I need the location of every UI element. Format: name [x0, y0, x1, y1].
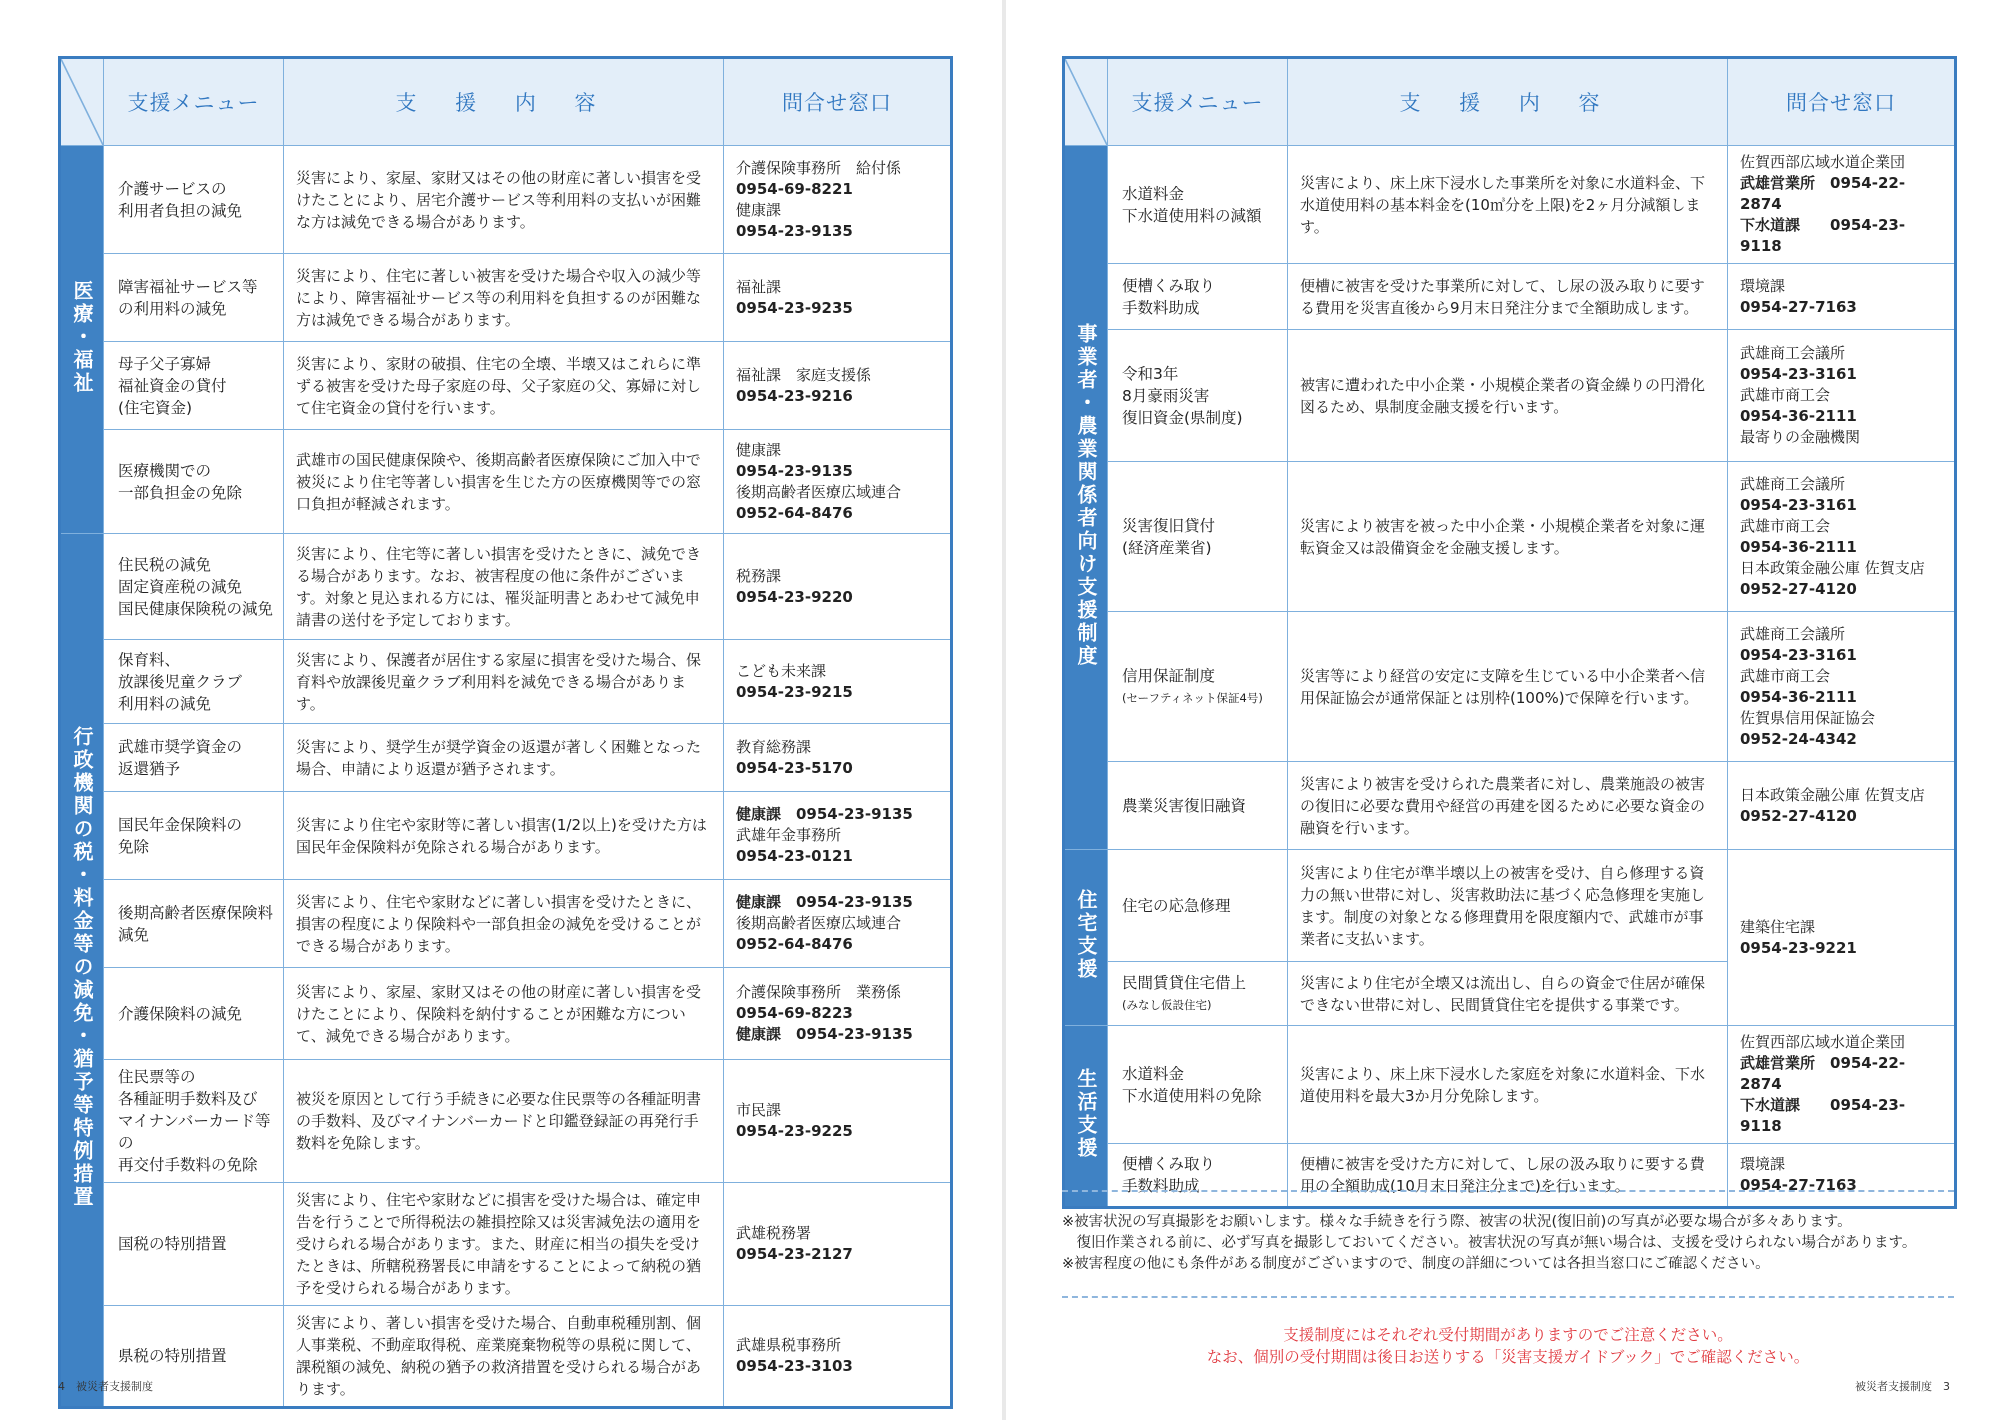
- contact-line: 環境課: [1740, 1155, 1786, 1173]
- menu-name-text: 障害福祉サービス等 の利用料の減免: [118, 277, 258, 318]
- page-footer-left: 4 被災者支援制度: [58, 1380, 153, 1393]
- right-page: [1004, 0, 2008, 1420]
- contact-line: 佐賀西部広域水道企業団: [1740, 1033, 1906, 1051]
- support-description: 災害により、家財の破損、住宅の全壊、半壊又はこれらに準ずる被害を受けた母子家庭の母、父子家庭の父、寡婦に対して住宅資金の貸付を行います。: [284, 342, 724, 430]
- category-label: [60, 146, 104, 534]
- contact-line: 0954-27-7163: [1740, 1176, 1857, 1194]
- contact-line: 0954-23-9225: [736, 1122, 853, 1140]
- contact-window: [1728, 330, 1956, 462]
- contact-window: [724, 254, 952, 342]
- menu-name-text: 住民税の減免 固定資産税の減免 国民健康保険税の減免: [118, 555, 274, 618]
- category-text: 行政機関の税・料金等の減免・猶予等特例措置: [70, 726, 94, 1209]
- table-row: [1064, 264, 1956, 330]
- warning-line: 支援制度にはそれぞれ受付期間がありますのでご注意ください。: [1283, 1326, 1733, 1344]
- contact-line: 武雄商工会議所: [1740, 624, 1846, 643]
- support-menu-name: [1108, 330, 1288, 462]
- support-menu-name: [104, 968, 284, 1060]
- contact-line: 武雄市商工会: [1740, 386, 1831, 404]
- support-description: 便槽に被害を受けた事業所に対して、し尿の汲み取りに要する費用を災害直後から9月末日発注分まで全額助成します。: [1288, 264, 1728, 330]
- menu-name-sub: (セーフティネット保証4号): [1122, 690, 1263, 705]
- contact-window: [1728, 462, 1956, 612]
- contact-line: 建築住宅課: [1740, 917, 1816, 936]
- contact-line: 環境課: [1740, 276, 1786, 295]
- left-support-table: [58, 56, 953, 1409]
- contact-line: 0954-23-9135: [736, 461, 853, 480]
- table-corner: [60, 58, 104, 146]
- contact-window: [724, 880, 952, 968]
- support-description: 災害により、家屋、家財又はその他の財産に著しい損害を受けたことにより、保険料を納付することが困難な方について、減免できる場合があります。: [284, 968, 724, 1060]
- contact-line: 0952-64-8476: [736, 503, 853, 522]
- support-menu-name: [104, 342, 284, 430]
- contact-window: [724, 534, 952, 640]
- category-text: 医療・福祉: [70, 279, 94, 395]
- table-row: [1064, 146, 1956, 264]
- notes-divider-bottom: [1062, 1296, 1954, 1298]
- support-description: 災害により、住宅等に著しい損害を受けたときに、減免できる場合があります。なお、被害程度の他に条件がございます。対象と見込まれる方には、罹災証明書とあわせて減免申請書の送付を予定しております。: [284, 534, 724, 640]
- table-row: [60, 1306, 952, 1408]
- contact-line: 0954-23-9220: [736, 587, 853, 606]
- contact-line: 武雄商工会議所: [1740, 474, 1846, 493]
- contact-line: 武雄営業所 0954-22-2874: [1740, 1054, 1906, 1093]
- contact-line: 0954-23-2127: [736, 1245, 853, 1263]
- contact-window: [724, 1060, 952, 1183]
- contact-window: [1728, 850, 1956, 1026]
- table-row: [60, 1183, 952, 1306]
- contact-line: 0954-23-9216: [736, 386, 853, 405]
- support-menu-name: [104, 724, 284, 792]
- support-description: 災害により、奨学生が奨学資金の返還が著しく困難となった場合、申請により返還が猶予されます。: [284, 724, 724, 792]
- support-menu-name: [104, 534, 284, 640]
- contact-line: 0954-27-7163: [1740, 297, 1857, 316]
- support-menu-name: [1108, 1026, 1288, 1144]
- contact-window: [724, 342, 952, 430]
- support-menu-name: [1108, 264, 1288, 330]
- contact-window: [1728, 1144, 1956, 1208]
- support-description: 災害により、住宅や家財などに著しい損害を受けたときに、損害の程度により保険料や一部負担金の減免を受けることができる場合があります。: [284, 880, 724, 968]
- table-row: [60, 640, 952, 724]
- right-support-table: [1062, 56, 1957, 1209]
- contact-line: 0954-23-9221: [1740, 938, 1857, 957]
- table-row: [60, 792, 952, 880]
- contact-line: 0954-36-2111: [1740, 687, 1857, 706]
- contact-line: 0954-69-8223: [736, 1004, 853, 1022]
- contact-line: 後期高齢者医療広域連合: [736, 482, 902, 501]
- support-description: 被災を原因として行う手続きに必要な住民票等の各種証明書の手数料、及びマイナンバーカードと印鑑登録証の再発行手数料を免除します。: [284, 1060, 724, 1183]
- table-row: [1064, 1144, 1956, 1208]
- contact-window: [724, 1306, 952, 1408]
- support-description: 災害により、住宅に著しい被害を受けた場合や収入の減少等により、障害福祉サービス等の利用料を負担するのが困難な方は減免できる場合があります。: [284, 254, 724, 342]
- support-menu-name: [104, 254, 284, 342]
- table-row: [1064, 612, 1956, 762]
- support-menu-name: [104, 430, 284, 534]
- support-description: 武雄市の国民健康保険や、後期高齢者医療保険にご加入中で被災により住宅等著しい損害を生じた方の医療機関等での窓口負担が軽減されます。: [284, 430, 724, 534]
- contact-line: 健康課 0954-23-9135: [736, 893, 913, 911]
- support-menu-name: [1108, 1144, 1288, 1208]
- category-text: 事業者・農業関係者向け支援制度: [1074, 322, 1098, 668]
- menu-name-text: 介護保険料の減免: [118, 1004, 243, 1023]
- notes-divider-top: [1062, 1190, 1954, 1192]
- contact-line: こども未来課: [736, 661, 827, 680]
- category-text: 住宅支援: [1074, 889, 1098, 981]
- support-description: 便槽に被害を受けた方に対して、し尿の汲み取りに要する費用の全額助成(10月末日発注分まで)を行います。: [1288, 1144, 1728, 1208]
- menu-name-text: 信用保証制度: [1122, 666, 1216, 685]
- support-description: 災害により住宅が全壊又は流出し、自らの資金で住居が確保できない世帯に対し、民間賃貸住宅を提供する事業です。: [1288, 962, 1728, 1026]
- menu-name-text: 国税の特別措置: [118, 1235, 227, 1253]
- contact-line: 0954-23-9215: [736, 682, 853, 701]
- contact-line: 0954-36-2111: [1740, 537, 1857, 556]
- category-label: [1064, 850, 1108, 1026]
- support-description: 災害により、著しい損害を受けた場合、自動車税種別割、個人事業税、不動産取得税、産業廃棄物税等の県税に関して、課税額の減免、納税の猶予の救済措置を受けられる場合があります。: [284, 1306, 724, 1408]
- support-description: 災害により被害を受けられた農業者に対し、農業施設の被害の復旧に必要な費用や経営の再建を図るために必要な資金の融資を行います。: [1288, 762, 1728, 850]
- contact-line: 0954-23-3103: [736, 1357, 853, 1375]
- table-row: [60, 146, 952, 254]
- table-row: [60, 968, 952, 1060]
- contact-line: 市民課: [736, 1101, 782, 1119]
- contact-line: 武雄商工会議所: [1740, 344, 1846, 362]
- contact-window: [724, 968, 952, 1060]
- table-row: [60, 430, 952, 534]
- contact-window: [1728, 762, 1956, 850]
- header-contact: 問合せ窓口: [1728, 58, 1956, 146]
- contact-line: 後期高齢者医療広域連合: [736, 914, 902, 932]
- table-row: [60, 880, 952, 968]
- notes: [1062, 1212, 1962, 1275]
- support-menu-name: [1108, 612, 1288, 762]
- contact-line: 健康課 0954-23-9135: [736, 805, 913, 823]
- contact-line: 福祉課: [736, 277, 782, 296]
- page-footer-right: 被災者支援制度 3: [1855, 1380, 1950, 1393]
- menu-name-text: 後期高齢者医療保険料 減免: [118, 903, 274, 944]
- menu-name-text: 住民票等の 各種証明手数料及び マイナンバーカード等の 再交付手数料の免除: [118, 1068, 271, 1174]
- contact-line: 日本政策金融公庫 佐賀支店: [1740, 558, 1925, 577]
- contact-line: 福祉課 家庭支援係: [736, 365, 872, 384]
- menu-name-text: 保育料、 放課後児童クラブ 利用料の減免: [118, 650, 243, 713]
- support-description: 被害に遭われた中小企業・小規模企業者の資金繰りの円滑化図るため、県制度金融支援を行います。: [1288, 330, 1728, 462]
- header-content: 支 援 内 容: [1288, 58, 1728, 146]
- support-description: 災害により、床上床下浸水した家庭を対象に水道料金、下水道使用料を最大3か月分免除します。: [1288, 1026, 1728, 1144]
- support-menu-name: [1108, 462, 1288, 612]
- contact-line: 0954-23-0121: [736, 847, 853, 865]
- support-menu-name: [104, 792, 284, 880]
- contact-window: [1728, 1026, 1956, 1144]
- support-menu-name: [1108, 762, 1288, 850]
- menu-name-sub: (みなし仮設住宅): [1122, 997, 1212, 1012]
- menu-name-text: 医療機関での 一部負担金の免除: [118, 461, 243, 502]
- support-menu-name: [104, 1183, 284, 1306]
- contact-line: 下水道課 0954-23-9118: [1740, 1096, 1906, 1135]
- header-menu: 支援メニュー: [104, 58, 284, 146]
- support-description: 災害により住宅や家財等に著しい損害(1/2以上)を受けた方は国民年金保険料が免除される場合があります。: [284, 792, 724, 880]
- table-row: [60, 342, 952, 430]
- contact-line: 0954-23-3161: [1740, 645, 1857, 664]
- support-menu-name: [1108, 962, 1288, 1026]
- contact-line: 0954-23-9235: [736, 298, 853, 317]
- contact-window: [724, 724, 952, 792]
- note-line: ※被害程度の他にも条件がある制度がございますので、制度の詳細については各担当窓口にご確認ください。: [1062, 1256, 1770, 1272]
- contact-line: 武雄市商工会: [1740, 516, 1831, 535]
- support-menu-name: [104, 880, 284, 968]
- menu-name-text: 住宅の応急修理: [1122, 896, 1231, 915]
- table-row: [1064, 850, 1956, 962]
- menu-name-text: 国民年金保険料の 免除: [118, 815, 243, 856]
- support-description: 災害により、住宅や家財などに損害を受けた場合は、確定申告を行うことで所得税法の雑損控除又は災害減免法の適用を受けられる場合があります。また、財産に相当の損失を受けたときは、所轄税務署長に申請をすることによって納税の猶予を受けられる場合があります。: [284, 1183, 724, 1306]
- contact-window: [1728, 146, 1956, 264]
- menu-name-text: 武雄市奨学資金の 返還猶予: [118, 737, 243, 778]
- deadline-warning: [1062, 1324, 1954, 1368]
- menu-name-text: 農業災害復旧融資: [1122, 796, 1247, 815]
- contact-line: 武雄営業所 0954-22-2874: [1740, 174, 1906, 213]
- menu-name-text: 便槽くみ取り 手数料助成: [1122, 276, 1216, 317]
- contact-line: 下水道課 0954-23-9118: [1740, 216, 1906, 255]
- support-description: 災害により、保護者が居住する家屋に損害を受けた場合、保育料や放課後児童クラブ利用料を減免できる場合があります。: [284, 640, 724, 724]
- menu-name-text: 介護サービスの 利用者負担の減免: [118, 179, 243, 220]
- header-content: 支 援 内 容: [284, 58, 724, 146]
- contact-line: 最寄りの金融機関: [1740, 428, 1861, 446]
- table-row: [1064, 462, 1956, 612]
- contact-line: 武雄税務署: [736, 1224, 812, 1242]
- contact-line: 0954-23-3161: [1740, 365, 1857, 383]
- contact-line: 0954-23-3161: [1740, 495, 1857, 514]
- contact-line: 武雄県税事務所: [736, 1336, 842, 1354]
- category-label: [1064, 146, 1108, 850]
- contact-window: [724, 430, 952, 534]
- menu-name-text: 水道料金 下水道使用料の免除: [1122, 1064, 1262, 1105]
- support-menu-name: [1108, 850, 1288, 962]
- menu-name-text: 便槽くみ取り 手数料助成: [1122, 1155, 1216, 1195]
- support-description: 災害等により経営の安定に支障を生じている中小企業者へ信用保証協会が通常保証とは別枠(100%)で保障を行います。: [1288, 612, 1728, 762]
- contact-line: 0954-36-2111: [1740, 407, 1857, 425]
- support-description: 災害により、床上床下浸水した事業所を対象に水道料金、下水道使用料の基本料金を(10㎥分を上限)を2ヶ月分減額します。: [1288, 146, 1728, 264]
- contact-line: 教育総務課: [736, 737, 812, 756]
- table-row: [1064, 1026, 1956, 1144]
- contact-line: 健康課: [736, 200, 782, 219]
- note-line: ※被害状況の写真撮影をお願いします。様々な手続きを行う際、被害の状況(復旧前)の写真が必要な場合が多々あります。: [1062, 1214, 1852, 1230]
- header-menu: 支援メニュー: [1108, 58, 1288, 146]
- warning-line: なお、個別の受付期間は後日お送りする「災害支援ガイドブック」でご確認ください。: [1206, 1348, 1810, 1366]
- table-row: [60, 724, 952, 792]
- contact-line: 0954-23-5170: [736, 758, 853, 777]
- table-corner: [1064, 58, 1108, 146]
- category-text: 生活支援: [1074, 1067, 1098, 1160]
- contact-line: 0954-69-8221: [736, 179, 853, 198]
- contact-line: 武雄市商工会: [1740, 666, 1831, 685]
- contact-line: 健康課: [736, 440, 782, 459]
- category-label: [1064, 1026, 1108, 1208]
- support-description: 災害により、家屋、家財又はその他の財産に著しい損害を受けたことにより、居宅介護サービス等利用料の支払いが困難な方は減免できる場合があります。: [284, 146, 724, 254]
- table-row: [60, 254, 952, 342]
- table-row: [60, 534, 952, 640]
- support-menu-name: [104, 640, 284, 724]
- menu-name-text: 県税の特別措置: [118, 1347, 227, 1365]
- contact-window: [1728, 264, 1956, 330]
- contact-line: 0952-24-4342: [1740, 729, 1857, 748]
- contact-line: 0952-27-4120: [1740, 806, 1857, 825]
- contact-window: [724, 146, 952, 254]
- category-label: [60, 534, 104, 1408]
- contact-line: 介護保険事務所 業務係: [736, 983, 902, 1001]
- table-row: [60, 1060, 952, 1183]
- contact-window: [724, 640, 952, 724]
- contact-line: 介護保険事務所 給付係: [736, 158, 902, 177]
- contact-line: 武雄年金事務所: [736, 826, 842, 844]
- contact-window: [1728, 612, 1956, 762]
- contact-window: [724, 792, 952, 880]
- note-line: 復旧作業される前に、必ず写真を撮影しておいてください。被害状況の写真が無い場合は、支援を受けられない場合があります。: [1062, 1235, 1917, 1251]
- table-row: [1064, 762, 1956, 850]
- support-description: 災害により被害を被った中小企業・小規模企業者を対象に運転資金又は設備資金を金融支援します。: [1288, 462, 1728, 612]
- contact-line: 健康課 0954-23-9135: [736, 1025, 913, 1043]
- support-menu-name: [1108, 146, 1288, 264]
- support-menu-name: [104, 146, 284, 254]
- contact-line: 0952-27-4120: [1740, 579, 1857, 598]
- menu-name-text: 母子父子寡婦 福祉資金の貸付 (住宅資金): [118, 354, 227, 417]
- contact-window: [724, 1183, 952, 1306]
- contact-line: 日本政策金融公庫 佐賀支店: [1740, 785, 1925, 804]
- menu-name-text: 令和3年 8月豪雨災害 復旧資金(県制度): [1122, 364, 1243, 427]
- support-menu-name: [104, 1060, 284, 1183]
- contact-line: 0954-23-9135: [736, 221, 853, 240]
- menu-name-text: 水道料金 下水道使用料の減額: [1122, 184, 1262, 225]
- menu-name-text: 災害復旧貸付 (経済産業省): [1122, 516, 1216, 557]
- header-contact: 問合せ窓口: [724, 58, 952, 146]
- table-row: [1064, 330, 1956, 462]
- contact-line: 佐賀県信用保証協会: [1740, 708, 1876, 727]
- contact-line: 税務課: [736, 566, 782, 585]
- contact-line: 佐賀西部広域水道企業団: [1740, 153, 1906, 171]
- menu-name-text: 民間賃貸住宅借上: [1122, 973, 1247, 992]
- contact-line: 0952-64-8476: [736, 935, 853, 953]
- support-description: 災害により住宅が準半壊以上の被害を受け、自ら修理する資力の無い世帯に対し、災害救助法に基づく応急修理を実施します。制度の対象となる修理費用を限度額内で、武雄市が事業者に支払います。: [1288, 850, 1728, 962]
